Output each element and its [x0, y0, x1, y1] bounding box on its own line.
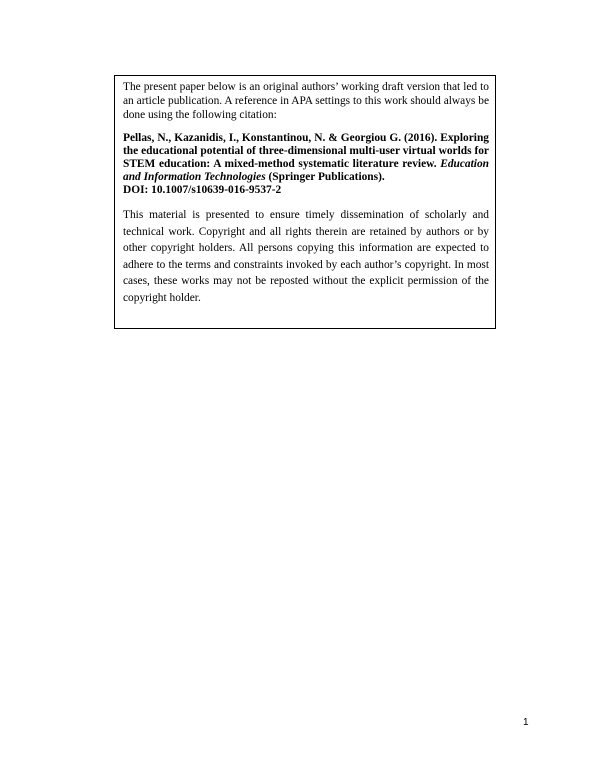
notice-box: [114, 75, 496, 329]
intro-text: The present paper below is an original authors’ working draft version that led to an article publication. A reference in APA settings to this work should always be done using the following citation:: [123, 81, 489, 121]
copyright-text: This material is presented to ensure timely dissemination of scholarly and technical work. Copyright and all rights therein are retained by authors or by other copyright holders. All persons copying this information are expected to adhere to the terms and constraints invoked by each author’s copyright. In most cases, these works may not be reposted without the explicit permission of the copyright holder.: [123, 209, 489, 304]
citation: [123, 132, 489, 197]
citation-journal: Education and Information Technologies: [123, 158, 489, 183]
citation-doi: DOI: 10.1007/s10639-016-9537-2: [123, 184, 282, 196]
citation-title: Pellas, N., Kazanidis, I., Konstantinou, N. & Georgiou G. (2016). Exploring the educational potential of three-dimensional multi-user virtual worlds for STEM education: A mixed-method systematic literature review.: [123, 132, 489, 170]
page-number: 1: [523, 717, 529, 728]
citation-publisher: (Springer Publications).: [268, 171, 385, 183]
